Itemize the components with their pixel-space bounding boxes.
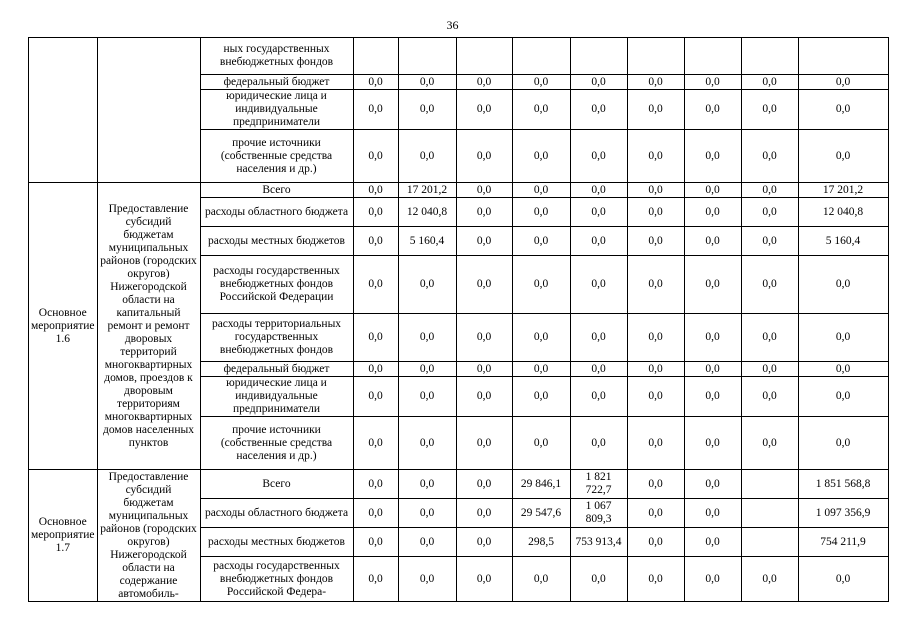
activity-description: Предоставление субсидий бюджетам муниципальных районов (городских округов) Нижегородской области на капитальный ремонт и ремонт дворовых территорий многоквартирных домов, проездов к дворовым территориям многоквартирных домов населенных пунктов	[97, 183, 200, 470]
value-cell	[798, 38, 888, 75]
activity-code: Основное мероприятие 1.6	[29, 183, 98, 470]
value-cell: 0,0	[456, 557, 512, 602]
value-cell: 0,0	[627, 227, 684, 256]
value-cell	[512, 38, 570, 75]
value-cell: 0,0	[353, 528, 398, 557]
value-cell: 0,0	[627, 377, 684, 417]
funding-source: юридические лица и индивидуальные предприниматели	[200, 90, 353, 130]
value-cell	[456, 38, 512, 75]
value-cell: 0,0	[684, 90, 741, 130]
value-cell: 0,0	[741, 90, 798, 130]
value-cell: 0,0	[798, 90, 888, 130]
value-cell: 12 040,8	[398, 198, 456, 227]
value-cell: 0,0	[353, 377, 398, 417]
activity-code	[29, 38, 98, 183]
value-cell: 0,0	[627, 314, 684, 362]
table-row	[29, 183, 889, 198]
value-cell: 0,0	[512, 75, 570, 90]
value-cell: 1 067 809,3	[570, 499, 627, 528]
value-cell: 0,0	[398, 130, 456, 183]
value-cell	[353, 38, 398, 75]
funding-source: расходы государственных внебюджетных фондов Российской Федера-	[200, 557, 353, 602]
funding-table	[28, 37, 889, 602]
funding-source: расходы территориальных государственных внебюджетных фондов	[200, 314, 353, 362]
activity-code: Основное мероприятие 1.7	[29, 470, 98, 602]
value-cell	[627, 38, 684, 75]
value-cell: 754 211,9	[798, 528, 888, 557]
value-cell: 0,0	[512, 377, 570, 417]
value-cell: 0,0	[741, 227, 798, 256]
value-cell: 0,0	[512, 417, 570, 470]
funding-source: Всего	[200, 183, 353, 198]
funding-source: федеральный бюджет	[200, 75, 353, 90]
value-cell: 0,0	[353, 314, 398, 362]
value-cell: 0,0	[684, 417, 741, 470]
value-cell: 0,0	[512, 198, 570, 227]
value-cell: 0,0	[570, 90, 627, 130]
value-cell: 0,0	[684, 256, 741, 314]
value-cell: 0,0	[684, 130, 741, 183]
value-cell: 0,0	[512, 362, 570, 377]
value-cell	[398, 38, 456, 75]
value-cell: 0,0	[684, 377, 741, 417]
value-cell: 0,0	[684, 314, 741, 362]
value-cell: 0,0	[570, 198, 627, 227]
funding-source: расходы местных бюджетов	[200, 528, 353, 557]
value-cell	[741, 470, 798, 499]
funding-source: расходы областного бюджета	[200, 499, 353, 528]
funding-source: юридические лица и индивидуальные предприниматели	[200, 377, 353, 417]
value-cell: 0,0	[353, 183, 398, 198]
value-cell: 0,0	[627, 557, 684, 602]
funding-source: расходы областного бюджета	[200, 198, 353, 227]
value-cell: 0,0	[456, 377, 512, 417]
funding-source: расходы местных бюджетов	[200, 227, 353, 256]
value-cell: 0,0	[353, 417, 398, 470]
value-cell: 0,0	[456, 130, 512, 183]
value-cell: 0,0	[570, 557, 627, 602]
value-cell: 0,0	[456, 470, 512, 499]
value-cell: 0,0	[353, 90, 398, 130]
value-cell: 0,0	[627, 470, 684, 499]
value-cell: 12 040,8	[798, 198, 888, 227]
value-cell: 0,0	[627, 528, 684, 557]
funding-source: расходы государственных внебюджетных фондов Российской Федерации	[200, 256, 353, 314]
value-cell: 1 821 722,7	[570, 470, 627, 499]
value-cell: 0,0	[627, 362, 684, 377]
value-cell: 0,0	[570, 314, 627, 362]
value-cell: 0,0	[570, 130, 627, 183]
value-cell: 0,0	[798, 377, 888, 417]
value-cell: 0,0	[741, 362, 798, 377]
value-cell: 5 160,4	[398, 227, 456, 256]
funding-source: прочие источники (собственные средства населения и др.)	[200, 417, 353, 470]
value-cell: 0,0	[512, 314, 570, 362]
activity-description	[97, 38, 200, 183]
table-row	[29, 38, 889, 75]
value-cell: 0,0	[398, 256, 456, 314]
value-cell: 0,0	[741, 130, 798, 183]
value-cell: 0,0	[684, 183, 741, 198]
value-cell: 0,0	[570, 227, 627, 256]
funding-source: Всего	[200, 470, 353, 499]
value-cell: 17 201,2	[398, 183, 456, 198]
value-cell: 0,0	[512, 130, 570, 183]
value-cell: 29 846,1	[512, 470, 570, 499]
value-cell: 17 201,2	[798, 183, 888, 198]
value-cell: 0,0	[741, 183, 798, 198]
value-cell: 0,0	[684, 198, 741, 227]
value-cell: 0,0	[741, 198, 798, 227]
value-cell: 1 851 568,8	[798, 470, 888, 499]
value-cell: 0,0	[684, 557, 741, 602]
value-cell	[741, 38, 798, 75]
value-cell: 0,0	[684, 227, 741, 256]
value-cell: 0,0	[353, 227, 398, 256]
value-cell: 0,0	[353, 256, 398, 314]
value-cell: 0,0	[798, 130, 888, 183]
value-cell: 0,0	[398, 557, 456, 602]
table-row	[29, 470, 889, 499]
value-cell: 0,0	[456, 75, 512, 90]
value-cell: 0,0	[398, 75, 456, 90]
funding-source: федеральный бюджет	[200, 362, 353, 377]
value-cell: 0,0	[398, 528, 456, 557]
activity-description: Предоставление субсидий бюджетам муниципальных районов (городских округов) Нижегородской области на содержание автомобиль-	[97, 470, 200, 602]
value-cell: 0,0	[398, 90, 456, 130]
value-cell: 0,0	[353, 470, 398, 499]
value-cell: 0,0	[684, 362, 741, 377]
value-cell: 0,0	[570, 377, 627, 417]
value-cell: 0,0	[741, 314, 798, 362]
value-cell: 0,0	[627, 90, 684, 130]
value-cell: 0,0	[627, 499, 684, 528]
value-cell: 0,0	[353, 362, 398, 377]
value-cell: 1 097 356,9	[798, 499, 888, 528]
value-cell: 0,0	[398, 417, 456, 470]
value-cell: 0,0	[456, 528, 512, 557]
value-cell: 0,0	[627, 256, 684, 314]
value-cell: 0,0	[627, 417, 684, 470]
value-cell: 0,0	[741, 377, 798, 417]
value-cell: 0,0	[398, 377, 456, 417]
value-cell: 29 547,6	[512, 499, 570, 528]
value-cell: 0,0	[456, 314, 512, 362]
value-cell: 0,0	[512, 90, 570, 130]
value-cell: 0,0	[627, 130, 684, 183]
value-cell: 0,0	[456, 227, 512, 256]
value-cell: 0,0	[353, 557, 398, 602]
value-cell: 0,0	[798, 557, 888, 602]
value-cell: 0,0	[512, 557, 570, 602]
value-cell: 0,0	[456, 256, 512, 314]
value-cell: 0,0	[456, 362, 512, 377]
value-cell: 0,0	[456, 183, 512, 198]
funding-source: ных государственных внебюджетных фондов	[200, 38, 353, 75]
value-cell: 0,0	[398, 314, 456, 362]
value-cell: 753 913,4	[570, 528, 627, 557]
value-cell: 5 160,4	[798, 227, 888, 256]
value-cell: 0,0	[798, 256, 888, 314]
value-cell: 0,0	[456, 198, 512, 227]
value-cell: 0,0	[456, 417, 512, 470]
value-cell: 0,0	[570, 183, 627, 198]
value-cell: 0,0	[684, 470, 741, 499]
value-cell: 298,5	[512, 528, 570, 557]
value-cell: 0,0	[398, 362, 456, 377]
value-cell: 0,0	[512, 256, 570, 314]
value-cell	[741, 528, 798, 557]
value-cell: 0,0	[353, 75, 398, 90]
value-cell: 0,0	[627, 75, 684, 90]
value-cell: 0,0	[353, 130, 398, 183]
page-number: 36	[446, 18, 459, 32]
value-cell: 0,0	[512, 183, 570, 198]
value-cell: 0,0	[512, 227, 570, 256]
value-cell: 0,0	[627, 183, 684, 198]
value-cell: 0,0	[684, 499, 741, 528]
value-cell: 0,0	[353, 499, 398, 528]
value-cell: 0,0	[570, 75, 627, 90]
value-cell: 0,0	[570, 362, 627, 377]
value-cell: 0,0	[456, 499, 512, 528]
value-cell: 0,0	[570, 417, 627, 470]
value-cell	[684, 38, 741, 75]
value-cell: 0,0	[798, 75, 888, 90]
value-cell: 0,0	[456, 90, 512, 130]
value-cell: 0,0	[684, 75, 741, 90]
value-cell: 0,0	[798, 362, 888, 377]
value-cell: 0,0	[398, 499, 456, 528]
value-cell: 0,0	[741, 256, 798, 314]
value-cell: 0,0	[741, 557, 798, 602]
value-cell: 0,0	[627, 198, 684, 227]
value-cell: 0,0	[741, 75, 798, 90]
value-cell: 0,0	[741, 417, 798, 470]
value-cell: 0,0	[570, 256, 627, 314]
value-cell: 0,0	[398, 470, 456, 499]
value-cell: 0,0	[353, 198, 398, 227]
value-cell	[741, 499, 798, 528]
value-cell	[570, 38, 627, 75]
value-cell: 0,0	[684, 528, 741, 557]
value-cell: 0,0	[798, 417, 888, 470]
value-cell: 0,0	[798, 314, 888, 362]
funding-source: прочие источники (собственные средства населения и др.)	[200, 130, 353, 183]
